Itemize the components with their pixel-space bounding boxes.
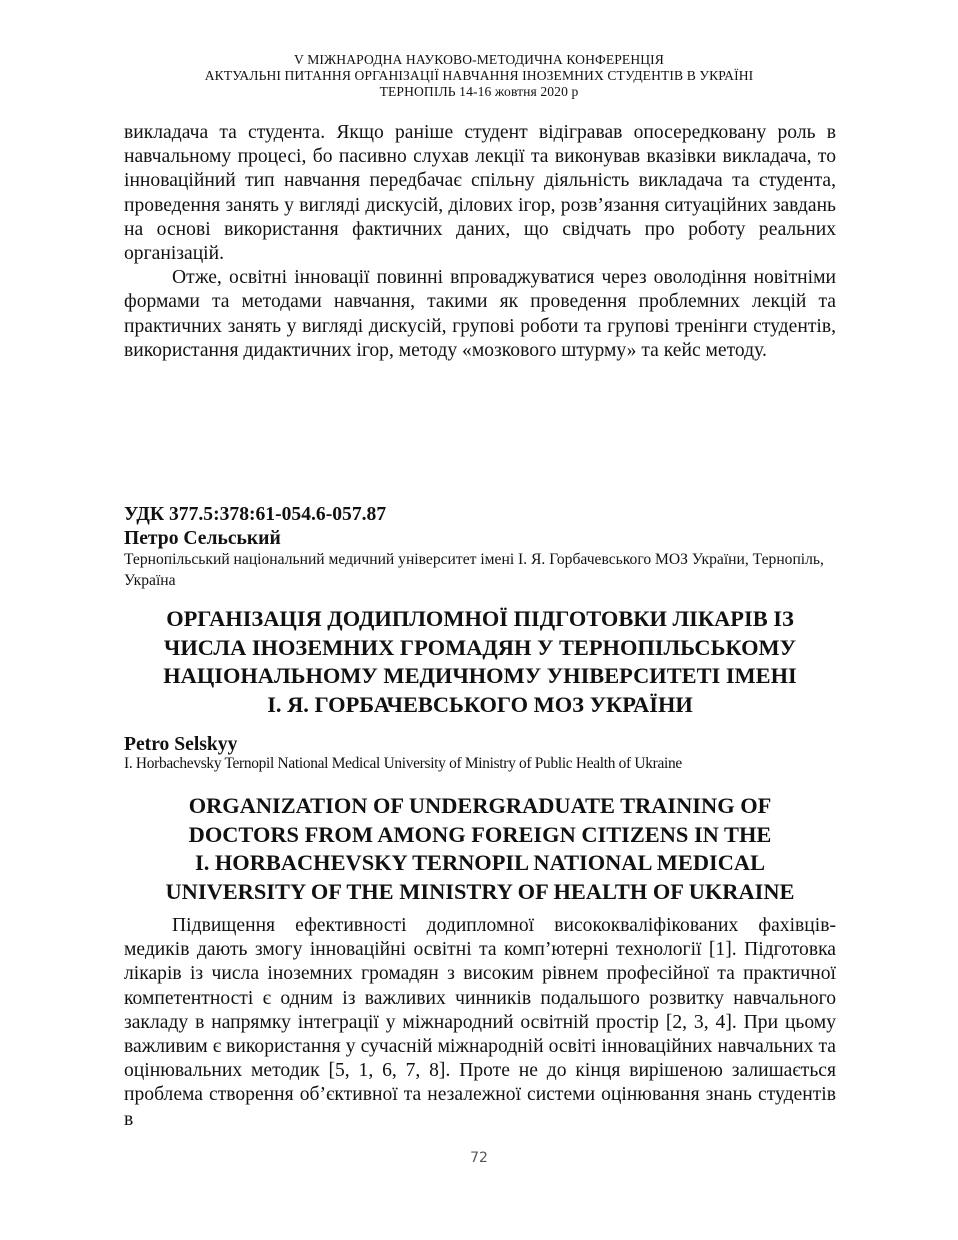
article-title-en: [124, 792, 836, 906]
header-conference-place-date: ТЕРНОПІЛЬ 14-16 жовтня 2020 р: [379, 84, 579, 99]
udc-code: УДК 377.5:378:61-054.6-057.87: [124, 504, 387, 525]
title-line: UNIVERSITY OF THE MINISTRY OF HEALTH OF UKRAINE: [165, 878, 795, 904]
article-body: [124, 914, 836, 1132]
title-line: І. Я. ГОРБАЧЕВСЬКОГО МОЗ УКРАЇНИ: [267, 691, 693, 717]
header-conference-name: V МІЖНАРОДНА НАУКОВО-МЕТОДИЧНА КОНФЕРЕНЦІЯ: [294, 52, 664, 67]
paragraph: Отже, освітні інновації повинні впроваджуватися через оволодіння новітніми формами та методами навчання, такими як проведення проблемних лекцій та практичних занять у вигляді дискусій, групові роботи та групові тренінги студентів, використання дидактичних ігор, методу «мозкового штурму» та кейс методу.: [124, 267, 836, 361]
author-affiliation-en: I. Horbachevsky Ternopil National Medical University of Ministry of Public Health of Ukraine: [124, 755, 682, 772]
author-affiliation-ua: Тернопільський національний медичний університет імені І. Я. Горбачевського МОЗ України, Тернопіль, Україна: [124, 551, 824, 589]
author-name-en: Petro Selskyy: [124, 734, 238, 755]
running-header: [0, 52, 958, 100]
title-line: I. HORBACHEVSKY TERNOPIL NATIONAL MEDICAL: [194, 850, 766, 875]
title-line: НАЦІОНАЛЬНОМУ МЕДИЧНОМУ УНІВЕРСИТЕТІ ІМЕНІ: [163, 663, 797, 688]
page-number: 72: [470, 1150, 488, 1166]
header-conference-topic: АКТУАЛЬНІ ПИТАННЯ ОРГАНІЗАЦІЇ НАВЧАННЯ ІНОЗЕМНИХ СТУДЕНТІВ В УКРАЇНІ: [204, 68, 754, 83]
paragraph: викладача та студента. Якщо раніше студент відігравав опосередковану роль в навчальному процесі, бо пасивно слухав лекції та виконував вказівки викладача, то інноваційний тип навчання передбачає спільну діяльність викладача та студента, проведення занять у вигляді дискусій, ділових ігор, розв’язання ситуаційних завдань на основі використання фактичних даних, що свідчать про роботу реальних організацій.: [124, 122, 836, 265]
title-line: ЧИСЛА ІНОЗЕМНИХ ГРОМАДЯН У ТЕРНОПІЛЬСЬКОМУ: [163, 634, 797, 660]
previous-article-ending: [124, 121, 836, 363]
title-line: ORGANIZATION OF UNDERGRADUATE TRAINING OF: [188, 793, 772, 818]
author-name-ua: Петро Сельський: [124, 528, 281, 549]
title-line: DOCTORS FROM AMONG FOREIGN CITIZENS IN THE: [188, 821, 772, 847]
title-line: ОРГАНІЗАЦІЯ ДОДИПЛОМНОЇ ПІДГОТОВКИ ЛІКАРІВ ІЗ: [166, 606, 794, 631]
paragraph: Підвищення ефективності додипломної висококваліфікованих фахівців-медиків дають змогу інноваційні освітні та комп’ютерні технології [1]. Підготовка лікарів із числа іноземних громадян з високим рівнем професійної та практичної компетентності є одним із важливих чинників подальшого розвитку навчального закладу в напрямку інтеграції у міжнародний освітній простір [2, 3, 4]. При цьому важливим є використання у сучасній міжнародній освіті інноваційних навчальних та оцінювальних методик [5, 1, 6, 7, 8]. Проте не до кінця вирішеною залишається проблема створення об’єктивної та незалежної системи оцінювання знань студентів в: [124, 915, 836, 1130]
article-title-ua: [124, 605, 836, 719]
